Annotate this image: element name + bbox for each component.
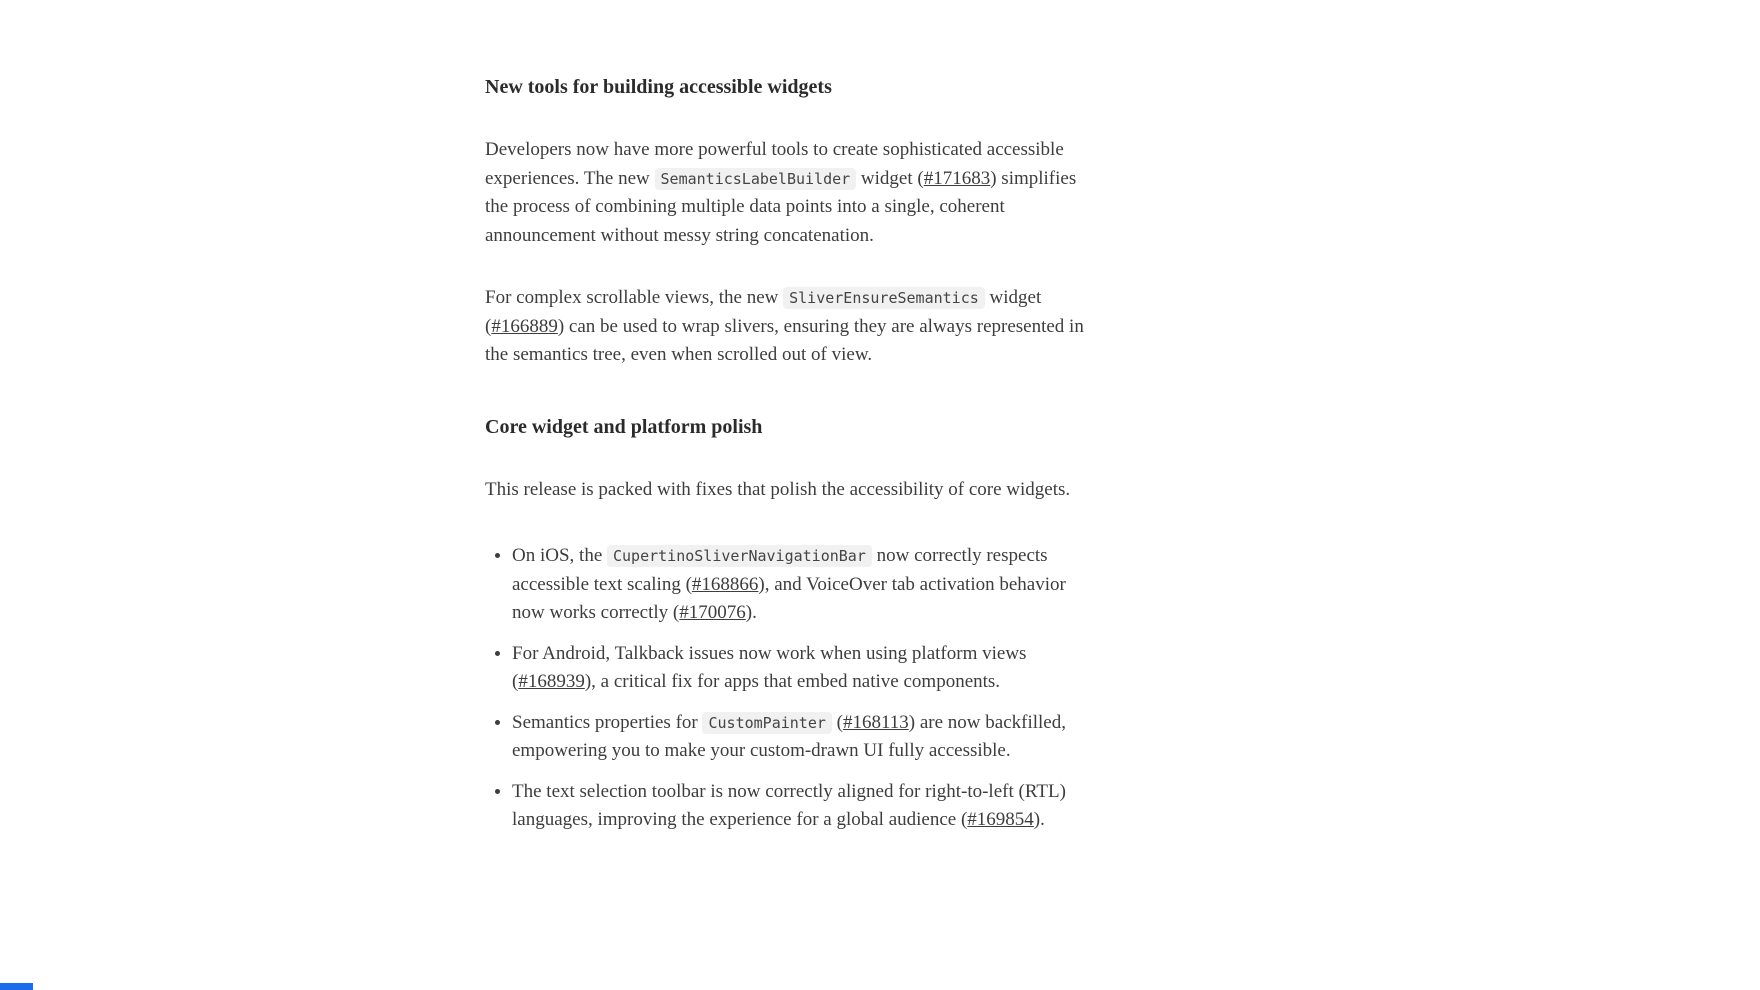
- text-run: This release is packed with fixes that polish the accessibility of core widgets.: [485, 478, 1071, 500]
- inline-code: SemanticsLabelBuilder: [655, 168, 857, 190]
- text-run: ), a critical fix for apps that embed native components.: [584, 671, 1001, 692]
- bullet-list: [485, 542, 1085, 835]
- text-run: ), and VoiceOver tab activation behavior now works correctly (: [512, 573, 1066, 623]
- list-item: [512, 640, 1085, 697]
- issue-link[interactable]: #168866: [691, 573, 759, 595]
- issue-link[interactable]: #171683: [923, 167, 991, 189]
- text-run: ) can be used to wrap slivers, ensuring they are always represented in the semantics tree, even when scrolled out of view.: [485, 315, 1084, 365]
- document-content: [485, 74, 1085, 847]
- text-run: For complex scrollable views, the new: [485, 287, 784, 308]
- bottom-left-blue-element-fragment: [0, 983, 33, 990]
- section-heading: Core widget and platform polish: [485, 415, 763, 438]
- inline-code: CustomPainter: [702, 712, 831, 734]
- issue-link[interactable]: #169854: [967, 809, 1034, 830]
- issue-link[interactable]: #168113: [842, 711, 909, 733]
- text-run: ) are now backfilled, empowering you to make your custom-drawn UI fully accessible.: [512, 711, 1066, 761]
- paragraph: [485, 284, 1085, 370]
- text-run: Developers now have more powerful tools to create sophisticated accessible experiences. The new: [485, 139, 1064, 189]
- text-run: widget (: [485, 287, 1042, 337]
- text-run: ) simplifies the process of combining multiple data points into a single, coherent announcement without messy string concatenation.: [485, 167, 1077, 246]
- inline-code: SliverEnsureSemantics: [783, 287, 985, 309]
- text-run: widget (: [856, 167, 924, 189]
- text-run: For Android, Talkback issues now work when using platform views (: [512, 642, 1027, 692]
- section-heading: New tools for building accessible widgets: [485, 76, 832, 98]
- text-run: Semantics properties for: [512, 711, 703, 733]
- inline-code: CupertinoSliverNavigationBar: [607, 545, 872, 567]
- text-run: ).: [1033, 809, 1045, 830]
- list-item: [512, 778, 1085, 835]
- paragraph: [485, 136, 1085, 250]
- text-run: (: [831, 711, 843, 733]
- list-item: [512, 542, 1085, 628]
- issue-link[interactable]: #170076: [679, 602, 746, 623]
- paragraph: [485, 476, 1085, 505]
- text-run: ).: [745, 602, 757, 623]
- list-item: [512, 709, 1085, 766]
- text-run: The text selection toolbar is now correctly aligned for right-to-left (RTL) languages, improving the experience for a global audience (: [512, 780, 1066, 830]
- text-run: On iOS, the: [512, 545, 607, 566]
- text-run: now correctly respects accessible text scaling (: [512, 545, 1048, 595]
- issue-link[interactable]: #166889: [491, 315, 558, 337]
- issue-link[interactable]: #168939: [518, 671, 585, 692]
